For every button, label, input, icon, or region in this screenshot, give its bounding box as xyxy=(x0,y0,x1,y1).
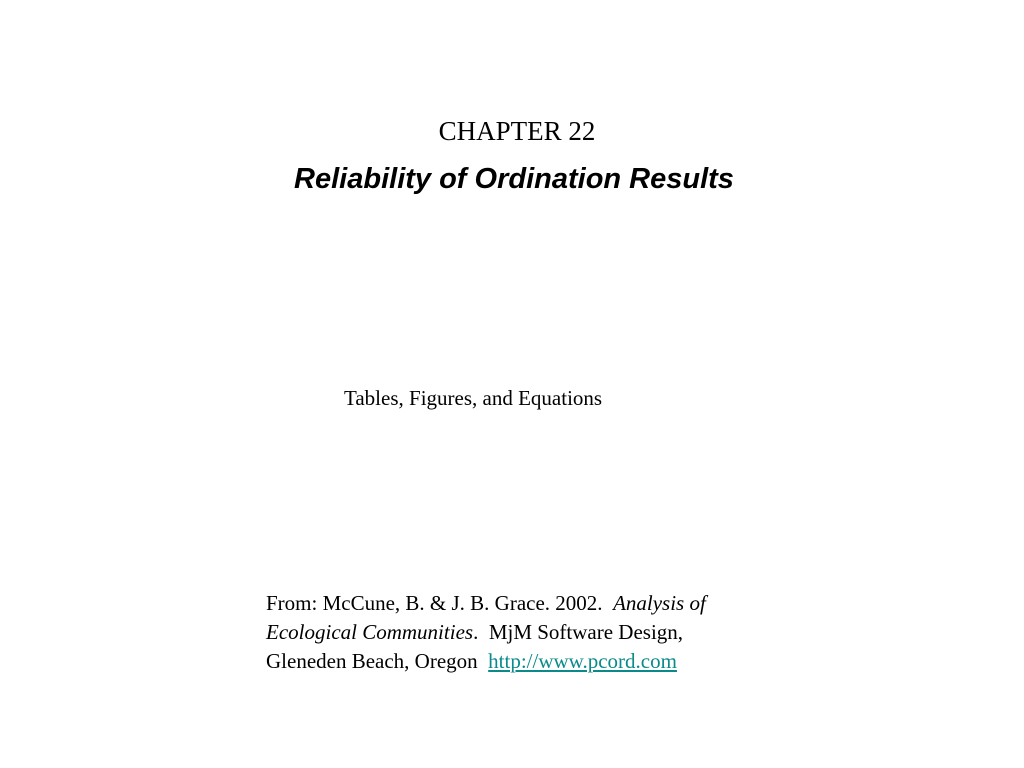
chapter-number: CHAPTER 22 xyxy=(438,116,596,146)
pcord-link[interactable]: http://www.pcord.com xyxy=(488,649,677,673)
citation-book-title-part2: Ecological Communities xyxy=(266,620,474,644)
slide-title: Reliability of Ordination Results xyxy=(294,163,734,195)
slide-subtitle: Tables, Figures, and Equations xyxy=(344,386,603,410)
citation-line-3 xyxy=(266,647,826,676)
citation-line-2 xyxy=(266,618,826,647)
citation-authors: From: McCune, B. & J. B. Grace. 2002. xyxy=(266,591,614,615)
citation-line-1 xyxy=(266,589,826,618)
citation-publisher: . MjM Software Design, xyxy=(473,620,684,644)
citation xyxy=(266,589,826,676)
citation-location: Gleneden Beach, Oregon xyxy=(266,649,489,673)
citation-book-title-part1: Analysis of xyxy=(613,591,706,615)
